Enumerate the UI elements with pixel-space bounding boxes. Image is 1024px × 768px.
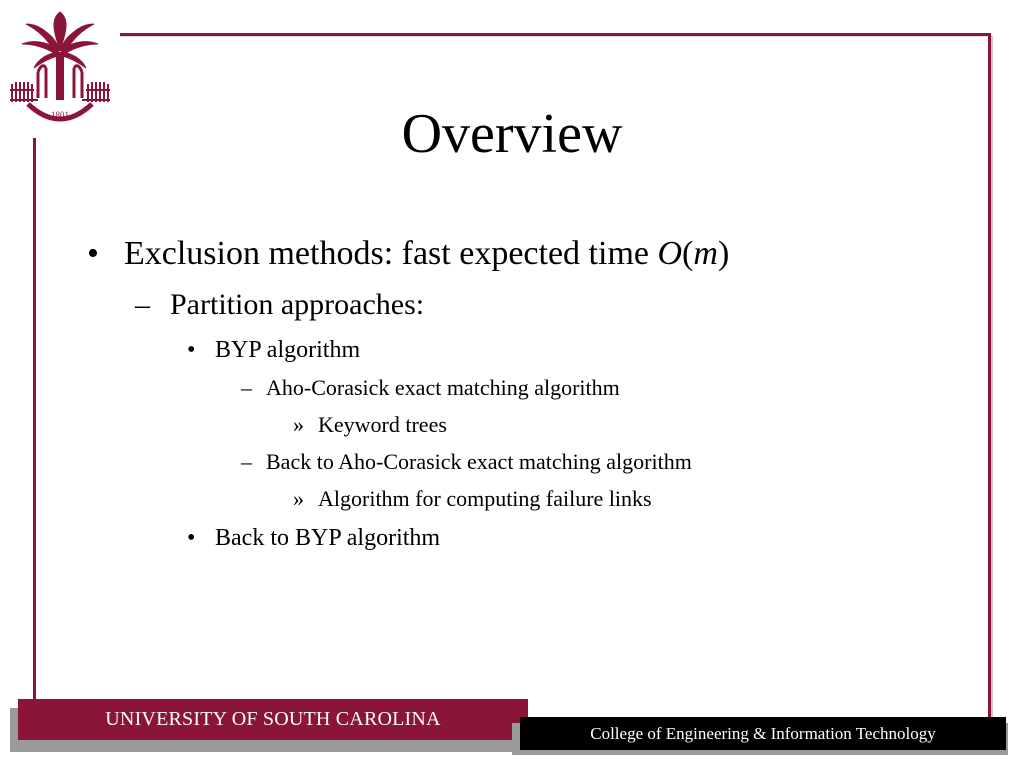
paren-open: ( [682, 235, 694, 272]
big-o-symbol: O [657, 235, 683, 272]
variable-m: m [693, 235, 718, 272]
bullet-level3-byp-algorithm [187, 335, 361, 365]
bullet-level5-failure-links [293, 485, 652, 513]
bullet-level4-aho-corasick [241, 374, 620, 402]
bullet-text: BYP algorithm [215, 337, 361, 363]
bullet-text: Partition approaches: [170, 288, 425, 321]
bullet-level2-partition-approaches [135, 287, 425, 323]
bullet-marker: • [87, 235, 99, 272]
frame-top-shadow [120, 36, 991, 37]
bullet-text: Keyword trees [318, 412, 447, 437]
bullet-level4-back-to-aho-corasick [241, 448, 692, 476]
university-banner: UNIVERSITY OF SOUTH CAROLINA [18, 699, 528, 740]
frame-left-border [33, 138, 36, 704]
college-banner: College of Engineering & Information Technology [520, 717, 1006, 750]
bullet-level3-back-to-byp [187, 523, 441, 553]
slide-title: Overview [401, 103, 623, 165]
bullet-marker: • [187, 525, 196, 551]
dash-marker: – [241, 375, 252, 400]
paren-close: ) [717, 235, 730, 272]
bullet-text: Back to BYP algorithm [215, 525, 441, 551]
chevron-marker: » [293, 486, 304, 511]
bullet-text: Exclusion methods: fast expected time [124, 235, 658, 272]
dash-marker: – [135, 288, 150, 321]
bullet-marker: • [187, 337, 196, 363]
bullet-text: Back to Aho-Corasick exact matching algorithm [266, 449, 692, 474]
bullet-level5-keyword-trees [293, 411, 447, 439]
chevron-marker: » [293, 412, 304, 437]
dash-marker: – [241, 449, 252, 474]
logo-year: 1801 [51, 110, 69, 120]
bullet-text: Algorithm for computing failure links [318, 486, 652, 511]
bullet-level1-exclusion-methods [87, 234, 730, 274]
bullet-text: Aho-Corasick exact matching algorithm [266, 375, 620, 400]
